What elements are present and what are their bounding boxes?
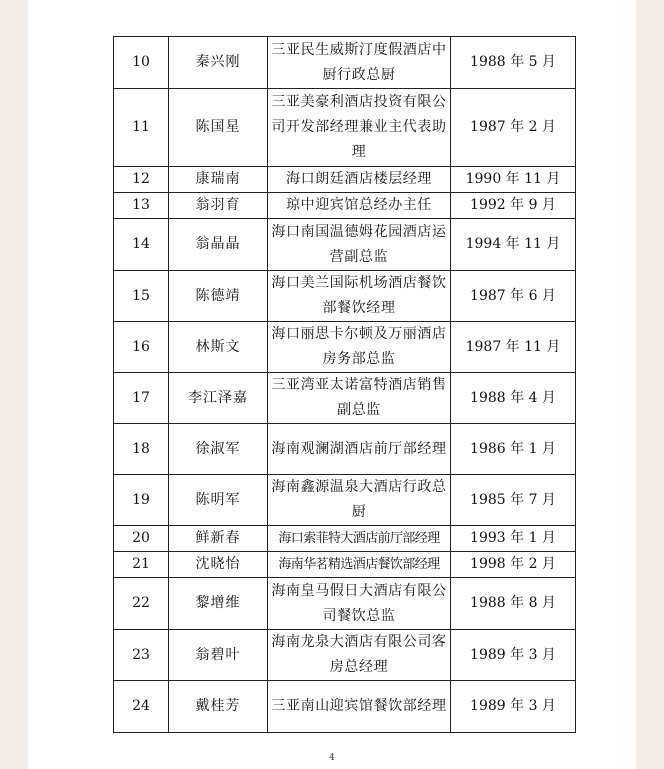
personnel-table-body	[114, 37, 576, 733]
person-name: 戴桂芳	[169, 681, 268, 733]
job-title: 三亚南山迎宾馆餐饮部经理	[268, 681, 451, 733]
job-title: 海南华茗精选酒店餐饮部经理	[268, 552, 451, 578]
job-title: 海口朗廷酒店楼层经理	[268, 167, 451, 193]
start-date: 1989 年 3 月	[451, 681, 576, 733]
table-row	[114, 526, 576, 552]
person-name: 秦兴刚	[169, 37, 268, 89]
table-row	[114, 373, 576, 424]
job-title: 三亚湾亚太诺富特酒店销售副总监	[268, 373, 451, 424]
start-date: 1998 年 2 月	[451, 552, 576, 578]
job-title: 海南观澜湖酒店前厅部经理	[268, 424, 451, 475]
job-title: 三亚美豪利酒店投资有限公司开发部经理兼业主代表助理	[268, 89, 451, 167]
row-number: 22	[114, 578, 169, 630]
row-number: 21	[114, 552, 169, 578]
job-title: 海口南国温德姆花园酒店运营副总监	[268, 219, 451, 271]
person-name: 翁碧叶	[169, 630, 268, 681]
start-date: 1988 年 8 月	[451, 578, 576, 630]
start-date: 1992 年 9 月	[451, 193, 576, 219]
row-number: 14	[114, 219, 169, 271]
start-date: 1987 年 2 月	[451, 89, 576, 167]
table-row	[114, 630, 576, 681]
start-date: 1989 年 3 月	[451, 630, 576, 681]
person-name: 翁羽育	[169, 193, 268, 219]
start-date: 1988 年 5 月	[451, 37, 576, 89]
table-row	[114, 219, 576, 271]
job-title: 海南鑫源温泉大酒店行政总厨	[268, 475, 451, 526]
table-row	[114, 475, 576, 526]
table-row	[114, 552, 576, 578]
job-title: 海口丽思卡尔顿及万丽酒店房务部总监	[268, 322, 451, 373]
start-date: 1993 年 1 月	[451, 526, 576, 552]
table-row	[114, 681, 576, 733]
table-row	[114, 167, 576, 193]
start-date: 1985 年 7 月	[451, 475, 576, 526]
person-name: 徐淑军	[169, 424, 268, 475]
start-date: 1987 年 6 月	[451, 271, 576, 322]
person-name: 翁晶晶	[169, 219, 268, 271]
row-number: 18	[114, 424, 169, 475]
personnel-table	[113, 36, 576, 733]
table-row	[114, 424, 576, 475]
person-name: 陈国星	[169, 89, 268, 167]
table-row	[114, 193, 576, 219]
page-number: 4	[329, 753, 335, 763]
row-number: 24	[114, 681, 169, 733]
start-date: 1988 年 4 月	[451, 373, 576, 424]
person-name: 陈明军	[169, 475, 268, 526]
row-number: 17	[114, 373, 169, 424]
person-name: 鲜新春	[169, 526, 268, 552]
row-number: 20	[114, 526, 169, 552]
job-title: 海口美兰国际机场酒店餐饮部餐饮经理	[268, 271, 451, 322]
person-name: 李江泽嘉	[169, 373, 268, 424]
job-title: 三亚民生威斯汀度假酒店中厨行政总厨	[268, 37, 451, 89]
row-number: 13	[114, 193, 169, 219]
row-number: 15	[114, 271, 169, 322]
table-row	[114, 322, 576, 373]
job-title: 海口索菲特大酒店前厅部经理	[268, 526, 451, 552]
start-date: 1987 年 11 月	[451, 322, 576, 373]
table-row	[114, 578, 576, 630]
start-date: 1994 年 11 月	[451, 219, 576, 271]
row-number: 10	[114, 37, 169, 89]
job-title: 海南皇马假日大酒店有限公司餐饮总监	[268, 578, 451, 630]
row-number: 19	[114, 475, 169, 526]
table-row	[114, 37, 576, 89]
person-name: 陈德靖	[169, 271, 268, 322]
start-date: 1986 年 1 月	[451, 424, 576, 475]
person-name: 康瑞南	[169, 167, 268, 193]
row-number: 23	[114, 630, 169, 681]
job-title: 海南龙泉大酒店有限公司客房总经理	[268, 630, 451, 681]
person-name: 沈晓怡	[169, 552, 268, 578]
document-page	[28, 0, 636, 769]
job-title: 琼中迎宾馆总经办主任	[268, 193, 451, 219]
person-name: 林斯文	[169, 322, 268, 373]
row-number: 11	[114, 89, 169, 167]
row-number: 16	[114, 322, 169, 373]
start-date: 1990 年 11 月	[451, 167, 576, 193]
table-row	[114, 271, 576, 322]
row-number: 12	[114, 167, 169, 193]
table-row	[114, 89, 576, 167]
person-name: 黎增维	[169, 578, 268, 630]
